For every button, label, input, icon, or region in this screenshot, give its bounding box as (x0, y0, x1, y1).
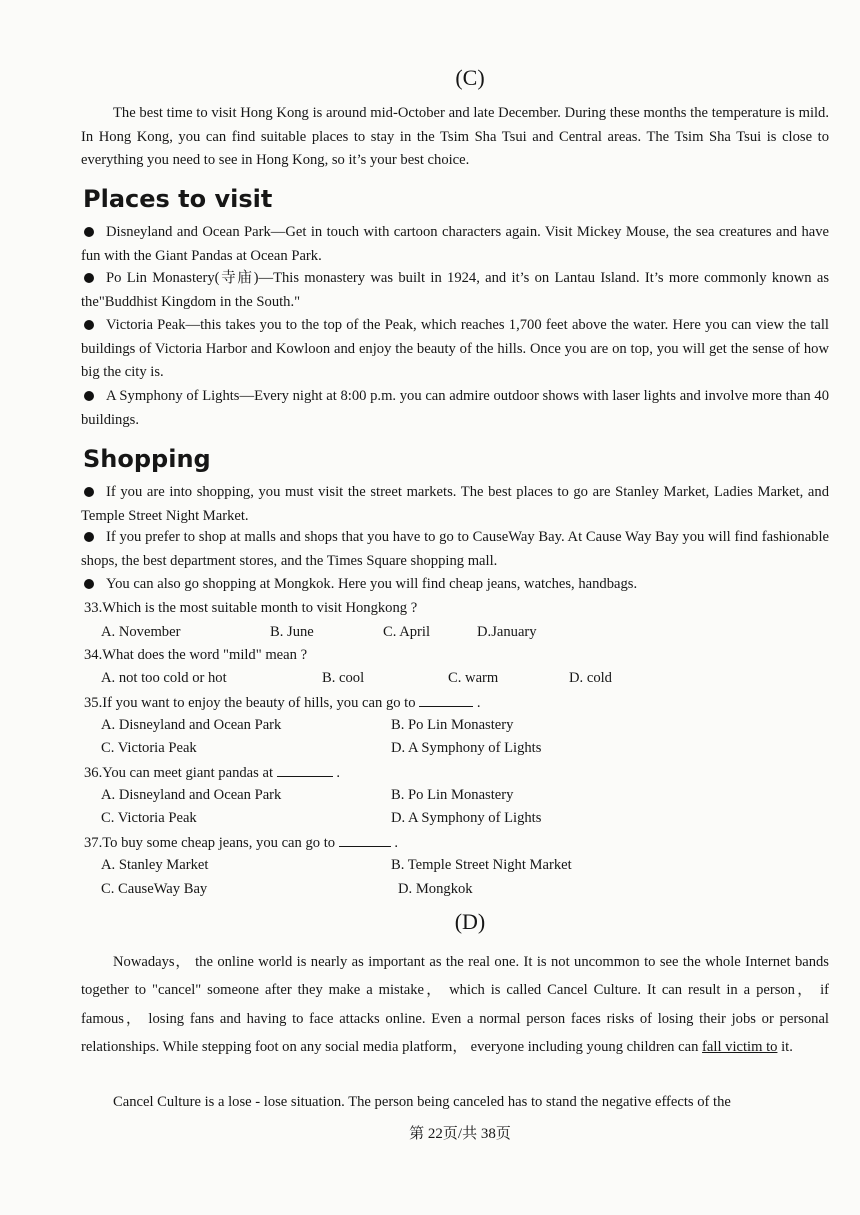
answer-blank (339, 831, 391, 847)
question-33: 33.Which is the most suitable month to visit Hongkong ? (84, 600, 418, 616)
option-d: D. cold (569, 670, 612, 686)
answer-blank (419, 691, 473, 707)
option-b: B. June (270, 624, 314, 640)
page-footer: 第 22页/共 38页 (409, 1126, 511, 1142)
bullet-dot-icon (84, 227, 94, 237)
option-a: A. Disneyland and Ocean Park (101, 787, 282, 803)
answer-blank (277, 761, 333, 777)
option-c: C. warm (448, 670, 499, 686)
shopping-item: If you prefer to shop at malls and shops that you have to go to CauseWay Bay. At Cause Way Bay you will find fashionable shops, the best department stores, and the Times Square shopping mall. (81, 529, 829, 569)
option-d: D. A Symphony of Lights (391, 740, 542, 756)
place-item: Po Lin Monastery(寺庙)—This monastery was built in 1924, and it’s on Lantau Island. It’s more commonly known as the"Buddhist Kingdom in the South." (81, 270, 829, 310)
section-d-label: (D) (454, 909, 486, 934)
bullet-dot-icon (84, 487, 94, 497)
section-c-label: (C) (455, 65, 485, 90)
underlined-phrase: fall victim to (702, 1038, 778, 1055)
option-c: C. Victoria Peak (101, 810, 197, 826)
place-item: A Symphony of Lights—Every night at 8:00 p.m. you can admire outdoor shows with laser lights and involve more than 40 buildings. (81, 388, 829, 428)
option-c: C. CauseWay Bay (101, 881, 208, 897)
option-c: C. Victoria Peak (101, 740, 197, 756)
option-c: C. April (383, 624, 431, 640)
shopping-item: You can also go shopping at Mongkok. Here you will find cheap jeans, watches, handbags. (81, 573, 829, 597)
bullet-dot-icon (84, 579, 94, 589)
option-d: D. A Symphony of Lights (391, 810, 542, 826)
shopping-item: If you are into shopping, you must visit the street markets. The best places to go are Stanley Market, Ladies Market, and Temple Street Night Market. (81, 484, 829, 524)
section-d-paragraph-2: Cancel Culture is a lose - lose situation. The person being canceled has to stand the negative effects of the (113, 1094, 731, 1110)
option-a: A. November (101, 624, 181, 640)
shopping-heading: Shopping (83, 445, 211, 473)
option-b: B. Temple Street Night Market (391, 857, 572, 873)
bullet-dot-icon (84, 273, 94, 283)
bullet-dot-icon (84, 532, 94, 542)
places-heading: Places to visit (83, 185, 273, 213)
section-d-paragraph-1: Nowadays， the online world is nearly as important as the real one. It is not uncommon to see the whole Internet bands together to "cancel" someone after they make a mistake， which is called Cancel Culture. It can result in a person， if famous， losing fans and having to face attacks online. Even a normal person faces risks of losing their jobs or personal relationships. While stepping foot on any social media platform， everyone including young children can fall victim to it. (81, 954, 829, 1055)
question-35: 35.If you want to enjoy the beauty of hills, you can go to . (84, 691, 481, 716)
option-b: B. cool (322, 670, 365, 686)
option-d: D.January (477, 624, 537, 640)
option-b: B. Po Lin Monastery (391, 717, 514, 733)
place-item: Victoria Peak—this takes you to the top of the Peak, which reaches 1,700 feet above the water. Here you can view the tall buildings of Victoria Harbor and Kowloon and enjoy the beauty of the hills. Once you are on top, you will get the sense of how big the city is. (81, 317, 829, 380)
option-a: A. not too cold or hot (101, 670, 227, 686)
option-a: A. Disneyland and Ocean Park (101, 717, 282, 733)
bullet-dot-icon (84, 320, 94, 330)
question-34: 34.What does the word "mild" mean ? (84, 647, 308, 663)
option-b: B. Po Lin Monastery (391, 787, 514, 803)
question-37: 37.To buy some cheap jeans, you can go to . (84, 831, 398, 856)
option-a: A. Stanley Market (101, 857, 209, 873)
section-c-intro: The best time to visit Hong Kong is around mid-October and late December. During these months the temperature is mild. In Hong Kong, you can find suitable places to stay in the Tsim Sha Tsui and Central areas. The Tsim Sha Tsui is close to everything you need to see in Hong Kong, so it’s your best choice. (81, 105, 829, 168)
option-d: D. Mongkok (398, 881, 473, 897)
bullet-dot-icon (84, 391, 94, 401)
question-36: 36.You can meet giant pandas at . (84, 761, 340, 786)
place-item: Disneyland and Ocean Park—Get in touch with cartoon characters again. Visit Mickey Mouse, the sea creatures and have fun with the Giant Pandas at Ocean Park. (81, 224, 829, 264)
